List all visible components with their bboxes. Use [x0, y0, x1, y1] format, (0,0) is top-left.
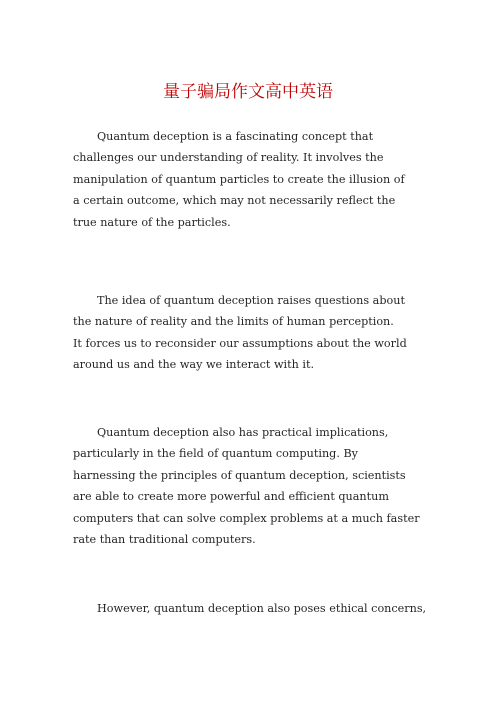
document-title: 量子骗局作文高中英语	[163, 82, 333, 102]
paragraph-line: the nature of reality and the limits of human perception.	[73, 315, 394, 329]
paragraph-line: It forces us to reconsider our assumptions about the world	[73, 336, 407, 350]
paragraph-line: around us and the way we interact with it.	[73, 358, 315, 372]
paragraph-4	[73, 598, 433, 619]
paragraph-line: Quantum deception also has practical implications,	[97, 426, 389, 439]
paragraph-line: However, quantum deception also poses ethical concerns,	[97, 602, 427, 615]
paragraph-line: computers that can solve complex problems at a much faster	[73, 511, 420, 525]
paragraph-line: challenges our understanding of reality. It involves the	[73, 151, 384, 165]
paragraph-line: manipulation of quantum particles to create the illusion of	[73, 172, 405, 186]
paragraph-line: The idea of quantum deception raises questions about	[97, 294, 405, 307]
paragraph-line: particularly in the field of quantum computing. By	[73, 447, 358, 461]
paragraph-line: true nature of the particles.	[73, 215, 231, 229]
paragraph-line: a certain outcome, which may not necessarily reflect the	[73, 194, 396, 208]
paragraph-3	[73, 422, 433, 550]
paragraph-1	[73, 126, 433, 233]
paragraph-line: rate than traditional computers.	[73, 533, 256, 547]
paragraph-line: are able to create more powerful and efficient quantum	[73, 490, 389, 504]
paragraph-line: Quantum deception is a fascinating concept that	[97, 130, 374, 143]
paragraph-line: harnessing the principles of quantum deception, scientists	[73, 468, 406, 482]
paragraph-2	[73, 290, 433, 376]
